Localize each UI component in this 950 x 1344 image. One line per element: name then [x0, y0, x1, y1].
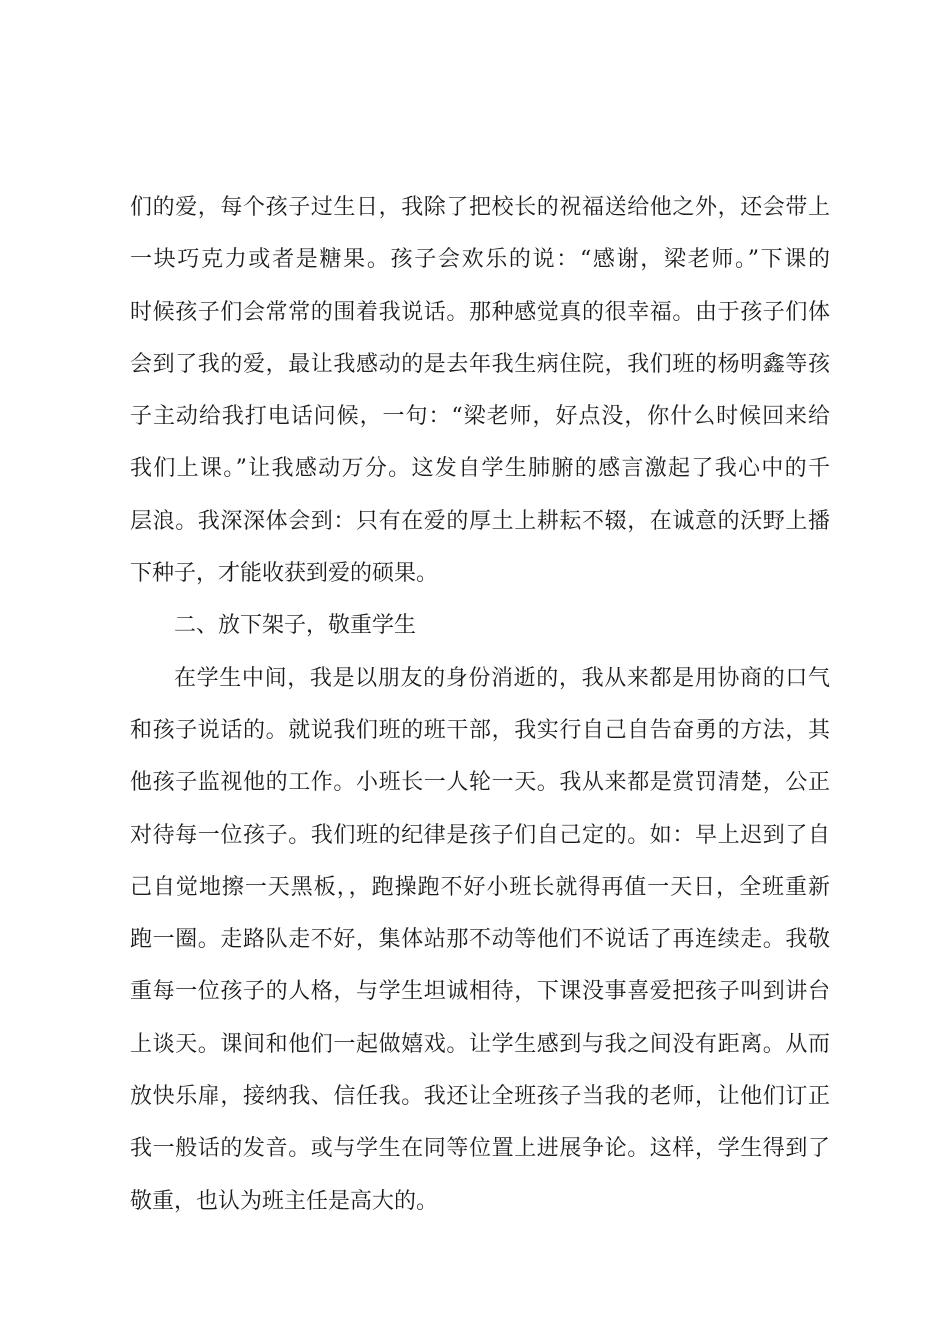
paragraph-line: 放快乐扉，接纳我、信任我。我还让全班孩子当我的老师，让他们订正 [130, 1084, 830, 1110]
paragraph-line: 己自觉地擦一天黑板，，跑操跑不好小班长就得再值一天日，全班重新 [130, 874, 830, 900]
paragraph-line: 时候孩子们会常常的围着我说话。那种感觉真的很幸福。由于孩子们体 [130, 299, 830, 325]
paragraph-line: 会到了我的爱，最让我感动的是去年我生病住院，我们班的杨明鑫等孩 [130, 351, 830, 377]
paragraph-line: 对待每一位孩子。我们班的纪律是孩子们自己定的。如：早上迟到了自 [130, 822, 830, 848]
paragraph-line: 子主动给我打电话问候，一句：“梁老师，好点没，你什么时候回来给 [130, 404, 830, 430]
paragraph-line: 一块巧克力或者是糖果。孩子会欢乐的说：“感谢，梁老师。”下课的 [130, 247, 830, 273]
paragraph-line: 上谈天。课间和他们一起做嬉戏。让学生感到与我之间没有距离。从而 [130, 1031, 830, 1057]
paragraph-line: 他孩子监视他的工作。小班长一人轮一天。我从来都是赏罚清楚，公正 [130, 770, 830, 796]
paragraph-line: 我一般话的发音。或与学生在同等位置上进展争论。这样，学生得到了 [130, 1136, 830, 1162]
paragraph-line: 下种子，才能收获到爱的硕果。 [130, 561, 439, 587]
paragraph-line: 敬重，也认为班主任是高大的。 [130, 1188, 439, 1214]
paragraph-line: 和孩子说话的。就说我们班的班干部，我实行自己自告奋勇的方法，其 [130, 717, 830, 743]
document-body [130, 186, 830, 1232]
paragraph-line: 们的爱，每个孩子过生日，我除了把校长的祝福送给他之外，还会带上 [130, 195, 830, 220]
paragraph-line: 重每一位孩子的人格，与学生坦诚相待，下课没事喜爱把孩子叫到讲台 [130, 979, 830, 1005]
paragraph-line: 我们上课。”让我感动万分。这发自学生肺腑的感言激起了我心中的千 [130, 456, 830, 482]
paragraph-line: 在学生中间，我是以朋友的身份消逝的，我从来都是用协商的口气 [174, 665, 830, 691]
paragraph-line: 层浪。我深深体会到：只有在爱的厚土上耕耘不辍，在诚意的沃野上播 [130, 508, 830, 534]
paragraph-line: 跑一圈。走路队走不好，集体站那不动等他们不说话了再连续走。我敬 [130, 927, 830, 953]
section-heading: 二、放下架子，敬重学生 [174, 613, 417, 639]
